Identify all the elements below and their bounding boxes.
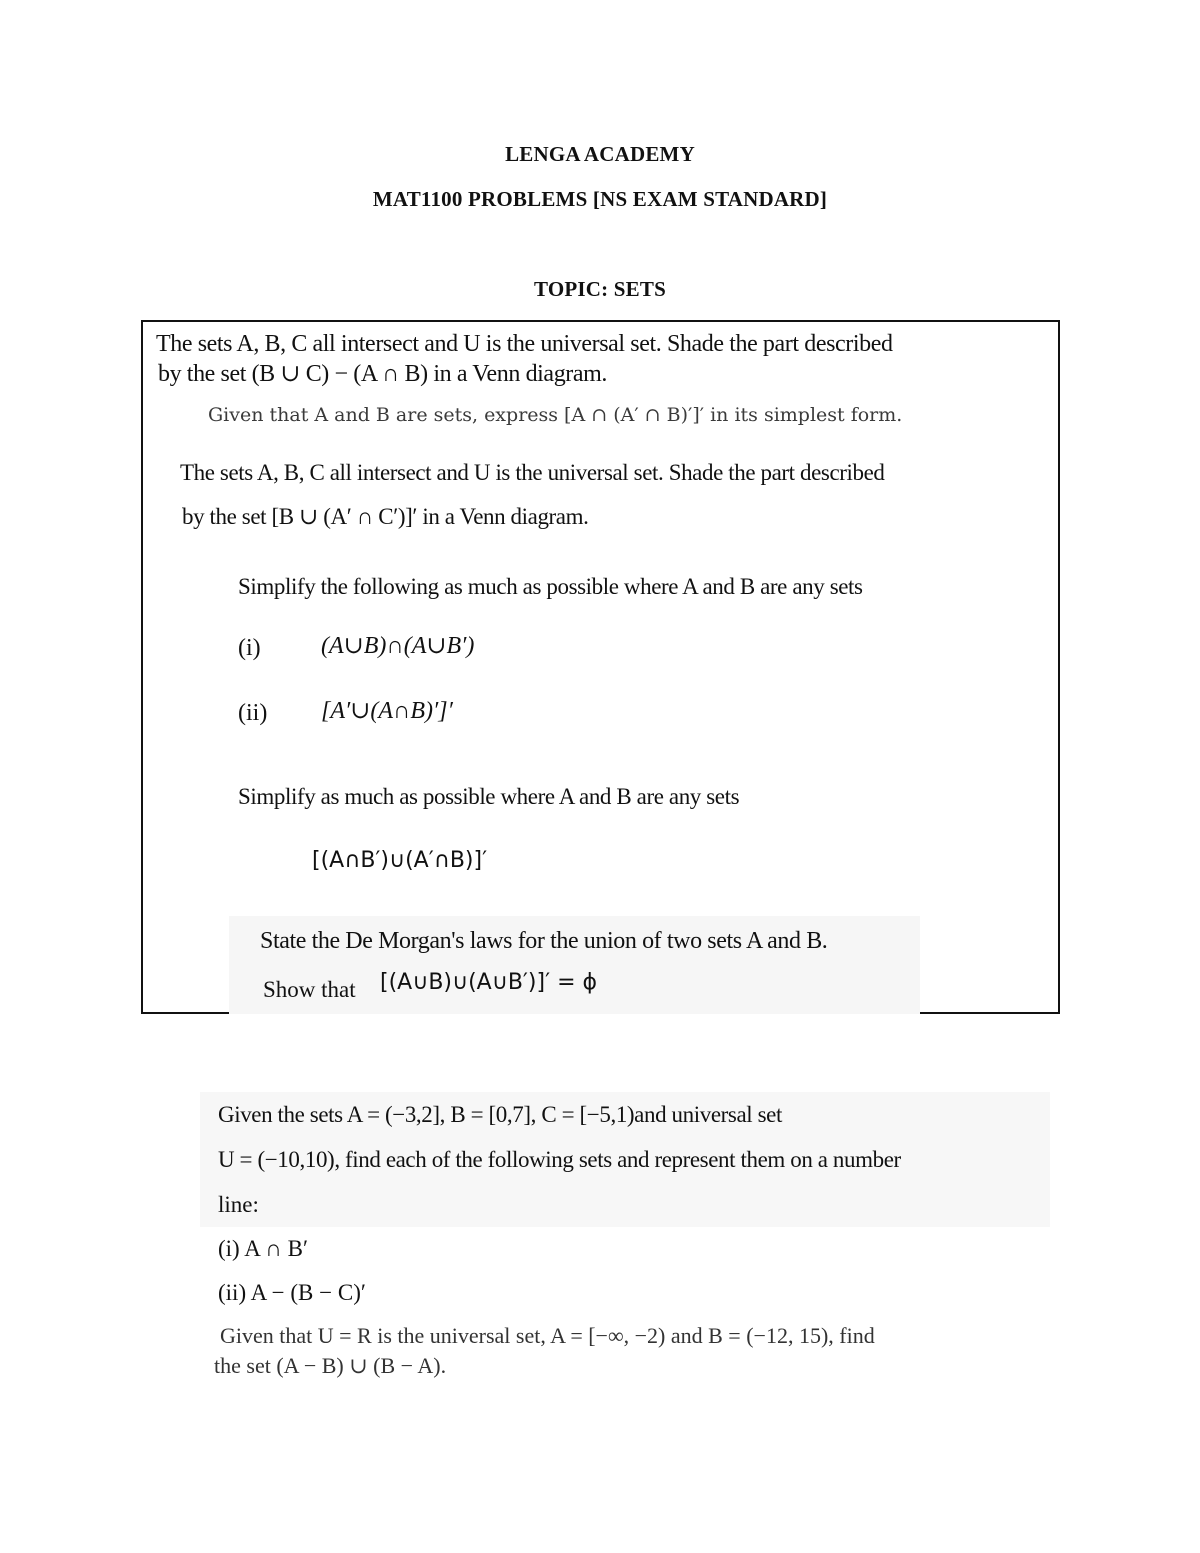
question-2-line-1: Given that U = R is the universal set, A = [−∞, −2) and B = (−12, 15), find [220, 1323, 875, 1348]
question-1-part-i: (i) A ∩ B′ [218, 1236, 309, 1261]
problem-4-part-ii-label: (ii) [238, 700, 268, 726]
problem-3-line-1: The sets A, B, C all intersect and U is the universal set. Shade the part described [180, 460, 885, 485]
problem-3-line-2: by the set [B ∪ (A′ ∩ C′)]′ in a Venn diagram. [182, 504, 589, 529]
problem-4-part-ii-expression: [A′∪(A∩B)′]′ [321, 698, 453, 724]
frame-right-border [1058, 320, 1060, 1014]
frame-left-border [141, 320, 143, 1014]
problem-1-line-1: The sets A, B, C all intersect and U is the universal set. Shade the part described [156, 331, 893, 357]
question-2-line-2: the set (A − B) ∪ (B − A). [214, 1353, 447, 1378]
problem-1-line-2: by the set (B ∪ C) − (A ∩ B) in a Venn diagram. [158, 361, 608, 387]
problem-6-line-1: State the De Morgan's laws for the union of two sets A and B. [260, 928, 828, 954]
problem-6-show-label: Show that [263, 977, 356, 1002]
school-name: LENGA ACADEMY [505, 142, 695, 166]
problem-5-expression: [(A∩B′)∪(A′∩B)]′ [312, 848, 488, 873]
problem-4-intro: Simplify the following as much as possible where A and B are any sets [238, 574, 863, 599]
course-title: MAT1100 PROBLEMS [NS EXAM STANDARD] [372, 187, 828, 211]
question-1-line-2: U = (−10,10), find each of the following sets and represent them on a number [218, 1147, 901, 1172]
problem-2: Given that A and B are sets, express [A ∩ (A′ ∩ B)′]′ in its simplest form. [208, 404, 903, 426]
question-1-line-1: Given the sets A = (−3,2], B = [0,7], C = [−5,1)and universal set [218, 1102, 782, 1127]
frame-top-border [141, 320, 1060, 322]
question-1-part-ii: (ii) A − (B − C)′ [218, 1280, 366, 1305]
problem-4-part-i-expression: (A∪B)∩(A∪B′) [321, 633, 475, 659]
question-1-line-3: line: [218, 1192, 259, 1217]
problem-6-expression: [(A∪B)∪(A∪B′)]′ = ϕ [380, 970, 598, 995]
problem-4-part-i-label: (i) [238, 635, 261, 661]
topic-title: TOPIC: SETS [534, 277, 666, 301]
problem-5-intro: Simplify as much as possible where A and B are any sets [238, 784, 740, 809]
frame-bottom-border-right [920, 1012, 1060, 1014]
frame-bottom-border-left [141, 1012, 229, 1014]
